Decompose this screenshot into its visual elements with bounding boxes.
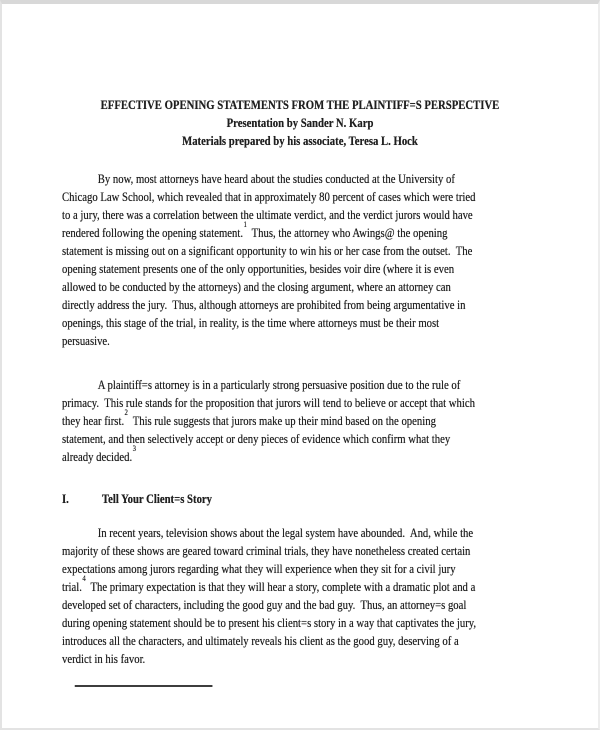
title-line: EFFECTIVE OPENING STATEMENTS FROM THE PLAINTIFF=S PERSPECTIVE (100, 98, 500, 112)
text-line: trial.$^4$ The primary expectation is that they will hear a story, complete with a dramatic plot and a (62, 574, 476, 594)
text-line: A plaintiff=s attorney is in a particularly strong persuasive position due to the rule of (97, 378, 461, 392)
text-line: primacy. This rule stands for the proposition that jurors will tend to believe or accept that which (62, 396, 475, 410)
document-content (62, 4, 538, 687)
text-line: rendered following the opening statement.$^1$ Thus, the attorney who Awings@ the opening (62, 220, 448, 240)
text-line: opening statement presents one of the only opportunities, besides voir dire (where it is even (62, 262, 455, 276)
text-line: verdict in his favor. (62, 652, 146, 666)
text-line: during opening statement should be to present his client=s story in a way that captivates the jury, (62, 616, 477, 630)
footnote-ref: 1 (243, 220, 247, 230)
paragraph (62, 376, 538, 466)
text-line: In recent years, television shows about the legal system have abounded. And, while the (97, 526, 474, 540)
section-heading (62, 490, 538, 508)
text-line: persuasive. (62, 334, 110, 348)
text-line: statement, and then selectively accept or deny pieces of evidence which confirm what they (62, 432, 451, 446)
footnote-ref: 3 (132, 444, 136, 454)
section-title: Tell Your Client=s Story (101, 492, 213, 506)
paragraph (62, 524, 538, 668)
heading-line (62, 490, 538, 508)
footnote-ref: 2 (124, 408, 128, 418)
text-line: allowed to be conducted by the attorneys) and the closing argument, where an attorney can (62, 280, 451, 294)
text-line: openings, this stage of the trial, in reality, is the time where attorneys must be their most (62, 316, 440, 330)
document-title (62, 96, 538, 150)
text-line: already decided.$^3$ (62, 444, 136, 464)
section-number: I. (62, 492, 69, 506)
title-line: Materials prepared by his associate, Teresa L. Hock (182, 134, 418, 148)
text-line: majority of these shows are geared toward criminal trials, they have nonetheless created certain (62, 544, 471, 558)
text-line: introduces all the characters, and ultimately reveals his client as the good guy, deserving of a (62, 634, 459, 648)
text-line: directly address the jury. Thus, although attorneys are prohibited from being argumentative in (62, 298, 466, 312)
text-line: expectations among jurors regarding what they will experience when they sit for a civil jury (62, 562, 456, 576)
text-line: to a jury, there was a correlation between the ultimate verdict, and the verdict jurors would have (62, 208, 473, 222)
title-line: Presentation by Sander N. Karp (226, 116, 374, 130)
paragraph (62, 170, 538, 350)
text-line: Chicago Law School, which revealed that in approximately 80 percent of cases which were tried (62, 190, 476, 204)
footnote-separator (75, 685, 213, 687)
text-line: statement is missing out on a significant opportunity to win his or her case from the outset. The (62, 244, 473, 258)
text-line: developed set of characters, including the good guy and the bad guy. Thus, an attorney=s goal (62, 598, 467, 612)
footnote-ref: 4 (82, 574, 86, 584)
text-line: they hear first.$^2$ This rule suggests that jurors make up their mind based on the opening (62, 408, 436, 428)
document-body (62, 170, 538, 687)
text-line: By now, most attorneys have heard about the studies conducted at the University of (97, 172, 455, 186)
